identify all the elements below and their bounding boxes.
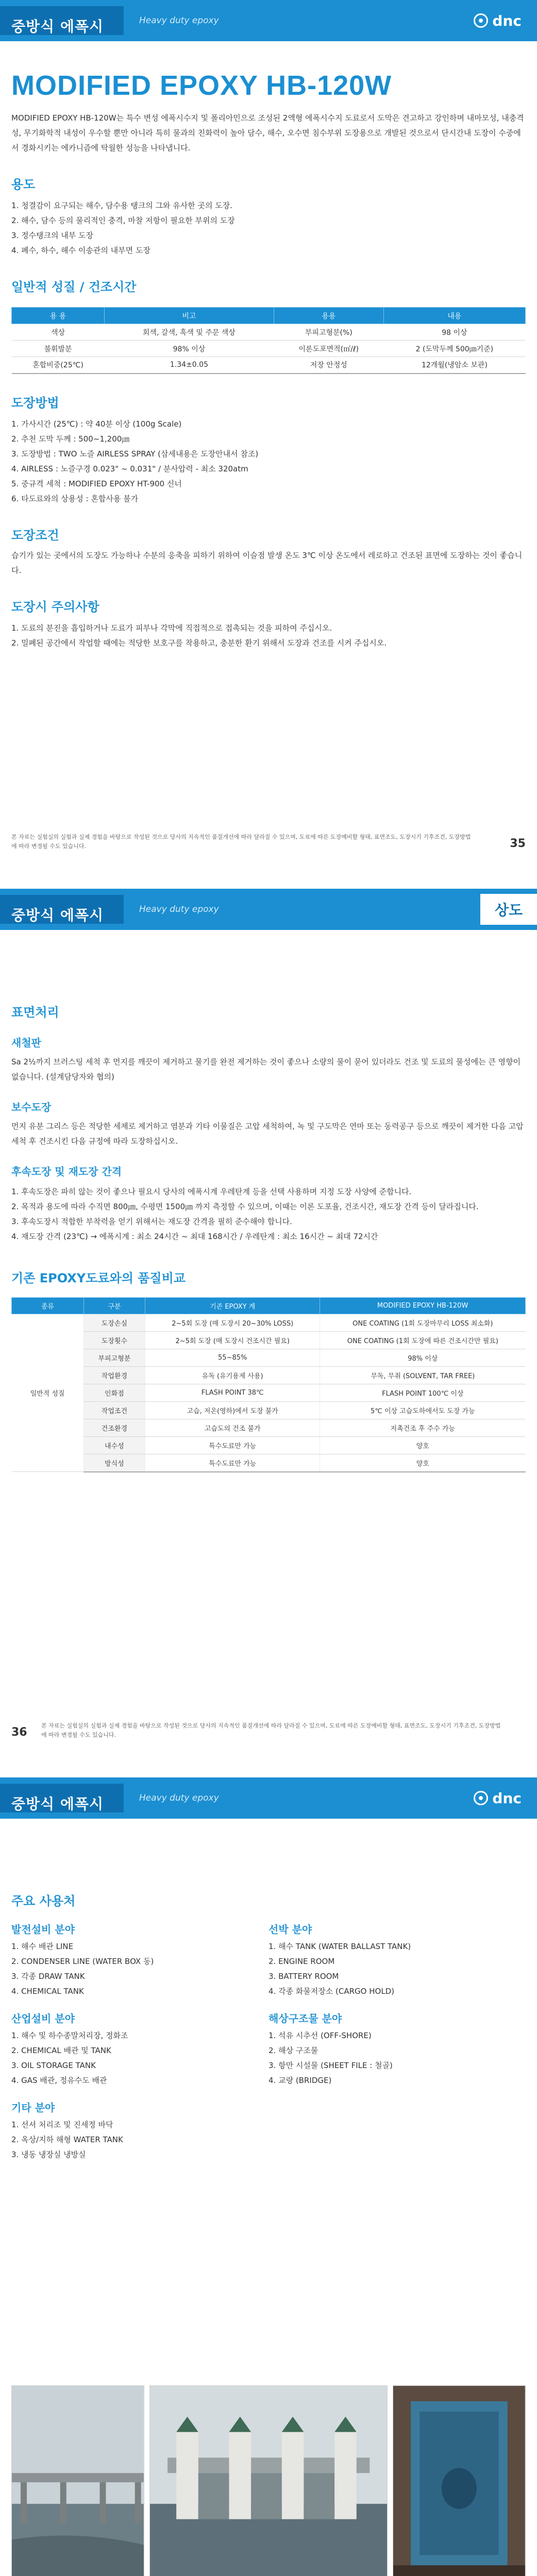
list-item: 4. AIRLESS : 노즐구경 0.023" ~ 0.031" / 분사압력 - 최소 320atm — [11, 464, 248, 473]
page-divider — [0, 876, 537, 889]
table-cell: 부피고형분(%) — [274, 324, 383, 341]
list-item: 1. 해수 및 하수종말처리장, 정화조 — [11, 2031, 128, 2040]
table-header: 용용 — [274, 308, 383, 324]
header-banner — [0, 1777, 537, 1819]
table-cell: 도장손실 — [83, 1314, 145, 1332]
category-list — [11, 1939, 268, 1999]
method-list — [11, 417, 526, 506]
list-item: 3. 후속도장시 적합한 부착력을 얻기 위해서는 재도장 간격을 필히 준수해야 합니다. — [11, 1217, 292, 1226]
page-37 — [0, 1777, 537, 2576]
table-cell: 55~85% — [145, 1349, 320, 1367]
applications-left-column — [11, 1921, 268, 2162]
table-cell: 내수성 — [83, 1437, 145, 1454]
list-item: 4. 교량 (BRIDGE) — [268, 2076, 332, 2085]
props-heading: 일반적 성질 / 건조시간 — [11, 280, 137, 294]
list-item: 2. ENGINE ROOM — [268, 1957, 335, 1966]
table-row — [12, 1314, 526, 1332]
table-cell: 고습도의 건조 불가 — [145, 1419, 320, 1437]
table-row — [12, 357, 526, 374]
table-cell: 방식성 — [83, 1454, 145, 1472]
page-36 — [0, 889, 537, 1765]
table-row — [12, 1454, 526, 1472]
table-cell: 이론도포면적(㎡/ℓ) — [274, 341, 383, 357]
page-number: 36 — [11, 1726, 27, 1739]
table-cell: ONE COATING (1회 도장에 따른 건조시간만 필요) — [320, 1332, 526, 1349]
table-header: 구분 — [83, 1298, 145, 1314]
table-header: MODIFIED EPOXY HB-120W — [320, 1298, 526, 1314]
list-item: 4. CHEMICAL TANK — [11, 1987, 84, 1996]
category-heading: 기타 분야 — [11, 2102, 55, 2114]
applications-right-column — [268, 1921, 526, 2162]
applications-columns — [11, 1921, 526, 2162]
table-cell: 유독 (유기용제 사용) — [145, 1367, 320, 1384]
list-item: 1. 도료의 분진을 흡입하거나 도료가 피부나 각막에 직접적으로 접촉되는 것을 피하여 주십시오. — [11, 623, 332, 633]
list-item: 4. GAS 배관, 정유수도 배관 — [11, 2076, 107, 2085]
list-item: 2. CONDENSER LINE (WATER BOX 동) — [11, 1957, 154, 1966]
header-tab-label: 중방식 에폭시 — [11, 1795, 104, 1812]
footnote: 본 자료는 실험실의 실험과 실제 경험을 바탕으로 작성된 것으로 당사의 지속적인 품질개선에 따라 달라질 수 있으며, 도료에 따른 도장예비할 형태, 표면조도, 도장시기 기후조건, 도장방법에 따라 변경될 수도 있습니다. — [41, 1722, 501, 1738]
category-list — [11, 2117, 268, 2162]
list-item: 2. 해수, 담수 등의 물리적인 충격, 마찰 저항이 필요한 부위의 도장 — [11, 216, 235, 225]
header-tab — [0, 6, 124, 35]
table-row — [12, 1332, 526, 1349]
list-item: 2. 옥상/지하 해형 WATER TANK — [11, 2135, 123, 2144]
table-cell: 도장횟수 — [83, 1332, 145, 1349]
table-cell: 부피고형분 — [83, 1349, 145, 1367]
category-list — [268, 2028, 526, 2088]
table-group-cell: 일반적 성질 — [12, 1314, 84, 1472]
bridge-photo — [11, 2385, 144, 2576]
header-subtitle: Heavy duty epoxy — [139, 1793, 219, 1803]
table-row — [12, 1437, 526, 1454]
list-item: 3. 항만 시설물 (SHEET FILE : 철골) — [268, 2061, 393, 2070]
list-item: 1. 청결감이 요구되는 해수, 담수용 탱크의 그와 유사한 곳의 도장. — [11, 201, 233, 210]
table-cell: 1.34±0.05 — [105, 357, 274, 374]
list-item: 1. 선셔 처리조 및 진세정 바닥 — [11, 2120, 113, 2129]
uses-heading: 용도 — [11, 177, 36, 192]
page-divider — [0, 1765, 537, 1777]
table-row — [12, 341, 526, 357]
dam-gate-photo — [149, 2385, 388, 2576]
list-item: 3. 도장방법 : TWO 노즐 AIRLESS SPRAY (삼세내용은 도장안내서 참조) — [11, 449, 259, 459]
table-row — [12, 324, 526, 341]
table-cell: 5℃ 이상 고습도하에서도 도장 가능 — [320, 1402, 526, 1419]
list-item: 3. BATTERY ROOM — [268, 1972, 339, 1981]
header-banner — [0, 0, 537, 41]
category-heading: 선박 분야 — [268, 1923, 312, 1936]
table-cell: 저장 안정성 — [274, 357, 383, 374]
repair-text: 먼지 유분 그리스 등은 적당한 세제로 제거하고 염분과 기타 이물질은 고압 세척하여, 녹 및 구도막은 연마 또는 동력공구 등으로 깨끗이 제거한 다음 고압 세척 후 건조시킨 다음 규정에 따라 도장하십시오. — [11, 1122, 524, 1146]
table-row — [12, 1367, 526, 1384]
list-item: 3. 정수탱크의 내부 도장 — [11, 231, 94, 240]
table-cell: 특수도료만 가능 — [145, 1454, 320, 1472]
header-tab — [0, 895, 124, 924]
table-cell: 양호 — [320, 1437, 526, 1454]
compare-heading: 기존 EPOXY도료와의 품질비교 — [11, 1271, 186, 1285]
list-item: 1. 가사시간 (25℃) : 약 40분 이상 (100g Scale) — [11, 419, 182, 429]
list-item: 2. 추천 도막 두께 : 500~1,200㎛ — [11, 434, 130, 444]
header-subtitle: Heavy duty epoxy — [139, 904, 219, 914]
table-cell: 불휘발분 — [12, 341, 105, 357]
table-header: 용 용 — [12, 308, 105, 324]
table-cell: 고습, 저온(영하)에서 도장 불가 — [145, 1402, 320, 1419]
table-cell: 지촉건조 후 주수 가능 — [320, 1419, 526, 1437]
table-cell: FLASH POINT 38℃ — [145, 1384, 320, 1402]
list-item: 4. 각종 화물저장소 (CARGO HOLD) — [268, 1987, 395, 1996]
table-cell: 색상 — [12, 324, 105, 341]
caution-list — [11, 621, 526, 651]
table-cell: FLASH POINT 100℃ 이상 — [320, 1384, 526, 1402]
recoat-heading: 후속도장 및 재도장 간격 — [11, 1165, 122, 1178]
applications-heading: 주요 사용처 — [11, 1894, 76, 1908]
table-cell: 양호 — [320, 1454, 526, 1472]
table-row — [12, 1419, 526, 1437]
table-header: 종류 — [12, 1298, 84, 1314]
table-row — [12, 1349, 526, 1367]
category-list — [11, 2028, 268, 2088]
section-tag: 상도 — [480, 894, 537, 925]
logo-icon — [474, 13, 488, 28]
header-subtitle: Heavy duty epoxy — [139, 15, 219, 26]
table-cell: 98 이상 — [383, 324, 525, 341]
category-heading: 해상구조물 분야 — [268, 2012, 342, 2025]
list-item: 2. 밀폐된 공간에서 작업할 때에는 적당한 보호구를 착용하고, 충분한 환기 위해서 도장과 건조를 시켜 주십시오. — [11, 638, 387, 648]
product-title: MODIFIED EPOXY HB-120W — [11, 70, 392, 101]
list-item: 3. OIL STORAGE TANK — [11, 2061, 96, 2070]
category-heading: 발전설비 분야 — [11, 1923, 75, 1936]
list-item: 6. 타도료와의 상용성 : 혼합사용 불가 — [11, 494, 139, 503]
method-heading: 도장방법 — [11, 395, 59, 410]
table-cell: 2 (도막두께 500㎛기준) — [383, 341, 525, 357]
list-item: 3. 각종 DRAW TANK — [11, 1972, 85, 1981]
table-cell: 작업환경 — [83, 1367, 145, 1384]
table-cell: 인화점 — [83, 1384, 145, 1402]
list-item: 1. 해수 TANK (WATER BALLAST TANK) — [268, 1942, 411, 1951]
table-cell: ONE COATING (1회 도장마무리 LOSS 최소화) — [320, 1314, 526, 1332]
table-cell: 12개월(냉암소 보관) — [383, 357, 525, 374]
table-header: 기존 EPOXY 계 — [145, 1298, 320, 1314]
table-cell: 특수도료만 가능 — [145, 1437, 320, 1454]
repair-heading: 보수도장 — [11, 1101, 52, 1113]
header-tab-label: 중방식 에폭시 — [11, 907, 104, 924]
table-cell: 2~5회 도장 (매 도장시 건조시간 필요) — [145, 1332, 320, 1349]
table-cell: 혼합비중(25℃) — [12, 357, 105, 374]
surface-heading: 표면처리 — [11, 1005, 59, 1020]
brand-logo — [474, 1789, 522, 1807]
list-item: 2. 해상 구조물 — [268, 2046, 318, 2055]
list-item: 5. 중규격 세척 : MODIFIED EPOXY HT-900 신너 — [11, 479, 182, 488]
list-item: 2. CHEMICAL 배관 및 TANK — [11, 2046, 111, 2055]
new-steel-text: Sa 2½까지 브러스팅 세척 후 먼지를 깨끗이 제거하고 물기를 완전 제거하는 것이 좋으나 소량의 물이 묻어 있더라도 건조 및 도료의 물성에는 큰 영향이 없습니다. (설계담당자와 협의) — [11, 1057, 521, 1081]
logo-icon — [474, 1791, 488, 1805]
list-item: 1. 후속도장은 파히 않는 것이 좋으나 필요시 당사의 에폭시계 우레탄계 등을 선택 사용하며 지정 도장 사양에 준합니다. — [11, 1187, 412, 1196]
table-cell: 무독, 무취 (SOLVENT, TAR FREE) — [320, 1367, 526, 1384]
table-cell: 작업조건 — [83, 1402, 145, 1419]
caution-heading: 도장시 주의사항 — [11, 599, 99, 614]
list-item: 2. 목적과 용도에 따라 수직면 800㎛, 수평면 1500㎛ 까지 측정할 수 있으며, 이때는 이론 도포율, 건조시간, 재도장 간격 등이 달라집니다. — [11, 1202, 479, 1211]
condition-text: 습기가 있는 곳에서의 도장도 가능하나 수분의 응축을 피하기 위하여 이슬점 발생 온도 3℃ 이상 온도에서 레로하고 건조된 표면에 도장하는 것이 좋습니다. — [11, 550, 523, 575]
table-header: 비고 — [105, 308, 274, 324]
table-row — [12, 1384, 526, 1402]
header-banner — [0, 889, 537, 930]
uses-list — [11, 198, 526, 258]
header-tab-label: 중방식 에폭시 — [11, 18, 104, 35]
recoat-list — [11, 1184, 526, 1244]
table-cell: 회색, 갈색, 흑색 및 주문 색상 — [105, 324, 274, 341]
list-item: 4. 재도장 간격 (23℃) → 에폭시계 : 최소 24시간 ~ 최대 168시간 / 우레탄계 : 최소 16시간 ~ 최대 72시간 — [11, 1232, 378, 1241]
category-list — [268, 1939, 526, 1999]
footnote: 본 자료는 실험실의 실험과 실제 경험을 바탕으로 작성된 것으로 당사의 지속적인 품질개선에 따라 달라질 수 있으며, 도료에 따른 도장예비할 형태, 표면조도, 도장시기 기후조건, 도장방법에 따라 변경될 수도 있습니다. — [11, 834, 471, 850]
table-header: 내용 — [383, 308, 525, 324]
list-item: 1. 해수 배관 LINE — [11, 1942, 74, 1951]
page-number: 35 — [510, 837, 526, 850]
table-cell: 98% 이상 — [105, 341, 274, 357]
tank-interior-photo — [393, 2385, 526, 2576]
header-tab — [0, 1784, 124, 1812]
logo-text: dnc — [492, 1789, 522, 1807]
new-steel-heading: 새철판 — [11, 1037, 41, 1049]
photo-strip — [11, 2385, 526, 2576]
condition-heading: 도장조건 — [11, 528, 59, 543]
product-intro: MODIFIED EPOXY HB-120W는 특수 변성 에폭시수지 및 폴리아민으로 조성된 2액형 에폭시수지 도료로서 도막은 견고하고 강인하며 내마모성, 내충격성, 무기화학적 내성이 우수할 뿐만 아니라 특히 물과의 친화력이 높아 담수, 해수, 오수면 침수부위 도장용으로 개발된 것으로서 단시간내 도장이 수중에서 경화시키는 에카니즘에 탁월한 성능을 나타냅니다. — [11, 113, 524, 152]
page-35 — [0, 0, 537, 876]
table-cell: 98% 이상 — [320, 1349, 526, 1367]
compare-table — [11, 1297, 526, 1472]
props-table — [11, 307, 526, 374]
table-cell: 건조환경 — [83, 1419, 145, 1437]
brand-logo — [474, 11, 522, 30]
logo-text: dnc — [492, 12, 522, 29]
category-heading: 산업설비 분야 — [11, 2012, 75, 2025]
table-cell: 2~5회 도장 (매 도장시 20~30% LOSS) — [145, 1314, 320, 1332]
list-item: 4. 폐수, 하수, 해수 이송관의 내부면 도장 — [11, 246, 150, 255]
list-item: 1. 석유 시추선 (OFF-SHORE) — [268, 2031, 372, 2040]
list-item: 3. 냉동 냉장실 냉방실 — [11, 2150, 86, 2159]
table-row — [12, 1402, 526, 1419]
